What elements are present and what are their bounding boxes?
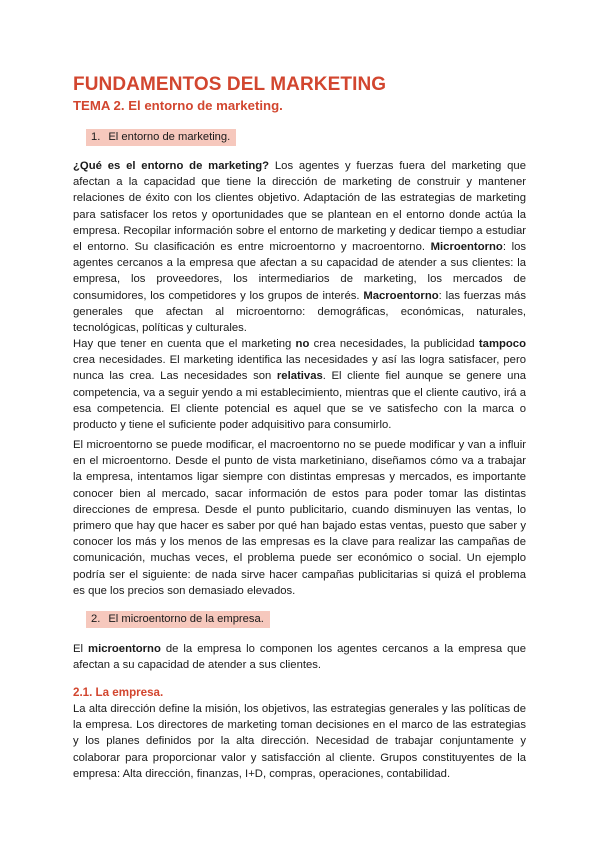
document-subtitle: TEMA 2. El entorno de marketing. <box>73 98 283 113</box>
text-run: El <box>73 643 89 655</box>
term-macroentorno: Macroentorno <box>363 289 439 302</box>
subsection-heading-2-1: 2.1. La empresa. <box>73 686 164 699</box>
text-run: crea necesidades, la publicidad <box>309 338 479 350</box>
text-run: : los agentes cercanos a la empresa que afectan a su capacidad de atender a sus clientes: la empresa, los proveedores, los intermediarios de marketing, los mercados de consumidores, los competidores y los grupos de interés. <box>73 241 527 302</box>
document-title: FUNDAMENTOS DEL MARKETING <box>73 74 387 95</box>
section-label: El entorno de marketing. <box>108 131 231 143</box>
text-run: Hay que tener en cuenta que el marketing <box>73 338 296 350</box>
text-run: crea necesidades. El marketing identifica las necesidades y así las logra satisfacer, pero nunca las crea. Las necesidades son <box>73 354 526 383</box>
term-microentorno: Microentorno <box>430 241 503 254</box>
text-run: de la empresa lo componen los agentes cercanos a la empresa que afectan a su capacidad de atender a sus clientes. <box>73 643 526 672</box>
paragraph-microentorno-empresa <box>73 641 526 673</box>
paragraph-microentorno-macroentorno: El microentorno se puede modificar, el macroentorno no se puede modificar y van a influir en el microentorno. Desde el punto de vista marketiniano, diseñamos cómo va a trabajar la empresa, intentamos ligar siempre con distintas empresas y mercados, es importante conocer bien al mercado, sacar información de estos para poder tomar las distintas direcciones de empresa. Desde el punto publicitario, cuando disminuyen las ventas, lo primero que hay que hacer es saber por qué han bajado estas ventas, puesto que saber y conocer los más y los menos de las empresas es la clave para realizar las campañas de comunicación, muchas veces, el problema puede ser económico o social. Un ejemplo podría ser el siguiente: de nada sirve hacer campañas publicitarias si quizá el problema es que los precios son demasiado elevados. <box>73 439 526 597</box>
section-number: 2. <box>91 613 101 625</box>
section-label: El microentorno de la empresa. <box>108 613 264 625</box>
text-run: . El cliente fiel aunque se genere una competencia, va a seguir yendo a mi establecimiento, mientras que el cliente cautivo, irá a esa competencia. El cliente potencial es aquel que se ve satisfecho con la marca o producto y tiene el suficiente poder adquisitivo para consumirlo. <box>73 370 527 432</box>
term-tampoco: tampoco <box>478 338 526 350</box>
text-run: Los agentes y fuerzas fuera del marketing que afectan a la capacidad que tiene la dirección de marketing de construir y mantener relaciones de éxito con los clientes objetivo. Adaptación de las estrategias de marketing para satisfacer los retos y oportunidades que se plantean en el entorno donde actúa la empresa. Recopilar información sobre el entorno de marketing y dedicar tiempo a estudiar el entorno. Su clasificación es entre microentorno y macroentorno. <box>73 160 527 254</box>
section-heading-2 <box>86 611 270 628</box>
text-run: : las fuerzas más generales que afectan al microentorno: demográficas, económicas, naturales, tecnológicas, políticas y culturales. <box>73 289 526 335</box>
term-relativas: relativas <box>276 370 323 383</box>
term-no: no <box>295 338 310 350</box>
term-microentorno: microentorno <box>88 643 161 655</box>
question-bold: ¿Qué es el entorno de marketing? <box>73 160 270 172</box>
section-heading-1 <box>86 129 236 146</box>
paragraph-entorno-definicion <box>73 158 526 336</box>
section-number: 1. <box>91 131 101 143</box>
paragraph-la-empresa: La alta dirección define la misión, los objetivos, las estrategias generales y las políticas de la empresa. Los directores de marketing toman decisiones en el marco de las estrategias y los planes definidos por la alta dirección. Necesidad de trabajar conjuntamente y colaborar para proporcionar valor y satisfacción al cliente. Grupos constituyentes de la empresa: Alta dirección, finanzas, I+D, compras, operaciones, contabilidad. <box>73 703 526 780</box>
paragraph-necesidades <box>73 336 526 433</box>
